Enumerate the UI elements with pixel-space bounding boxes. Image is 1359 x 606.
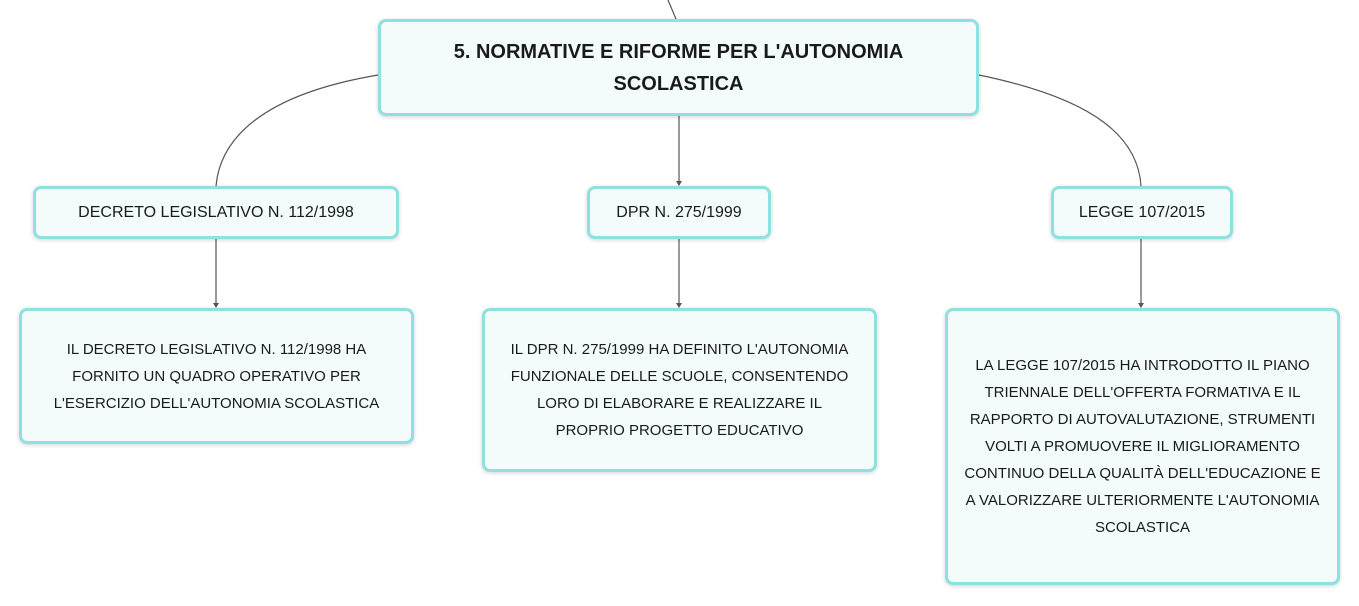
detail-node-legge-107-2015[interactable] bbox=[945, 308, 1340, 585]
topic-node-dpr-275-1999[interactable] bbox=[587, 186, 771, 239]
root-node-label: 5. NORMATIVE E RIFORME PER L'AUTONOMIA SCOLASTICA bbox=[453, 40, 904, 95]
connector-root-to-topic-1 bbox=[216, 75, 378, 186]
connector-parent-to-root bbox=[668, 0, 676, 19]
detail-node-decreto-112-1998[interactable] bbox=[19, 308, 414, 444]
topic-node-legge-107-2015[interactable] bbox=[1051, 186, 1233, 239]
topic-node-label: LEGGE 107/2015 bbox=[1078, 203, 1206, 221]
detail-node-text: LA LEGGE 107/2015 HA INTRODOTTO IL PIANO TRIENNALE DELL'OFFERTA FORMATIVA E IL RAPPORTO DI AUTOVALUTAZIONE, STRUMENTI VOLTI A PROMUOVERE IL MIGLIORAMENTO CONTINUO DELLA QUALITÀ DELL'EDUCAZIONE E A VALORIZZARE ULTERIORMENTE L'AUTONOMIA SCOLASTICA bbox=[964, 357, 1321, 536]
topic-node-label: DECRETO LEGISLATIVO N. 112/1998 bbox=[78, 203, 354, 221]
root-node[interactable] bbox=[378, 19, 979, 116]
topic-node-label: DPR N. 275/1999 bbox=[616, 203, 742, 221]
detail-node-text: IL DPR N. 275/1999 HA DEFINITO L'AUTONOMIA FUNZIONALE DELLE SCUOLE, CONSENTENDO LORO DI ELABORARE E REALIZZARE IL PROPRIO PROGETTO EDUCATIVO bbox=[510, 341, 849, 439]
topic-node-decreto-112-1998[interactable] bbox=[33, 186, 399, 239]
connector-root-to-topic-3 bbox=[979, 75, 1141, 186]
detail-node-dpr-275-1999[interactable] bbox=[482, 308, 877, 472]
detail-node-text: IL DECRETO LEGISLATIVO N. 112/1998 HA FORNITO UN QUADRO OPERATIVO PER L'ESERCIZIO DELL'AUTONOMIA SCOLASTICA bbox=[53, 340, 380, 412]
